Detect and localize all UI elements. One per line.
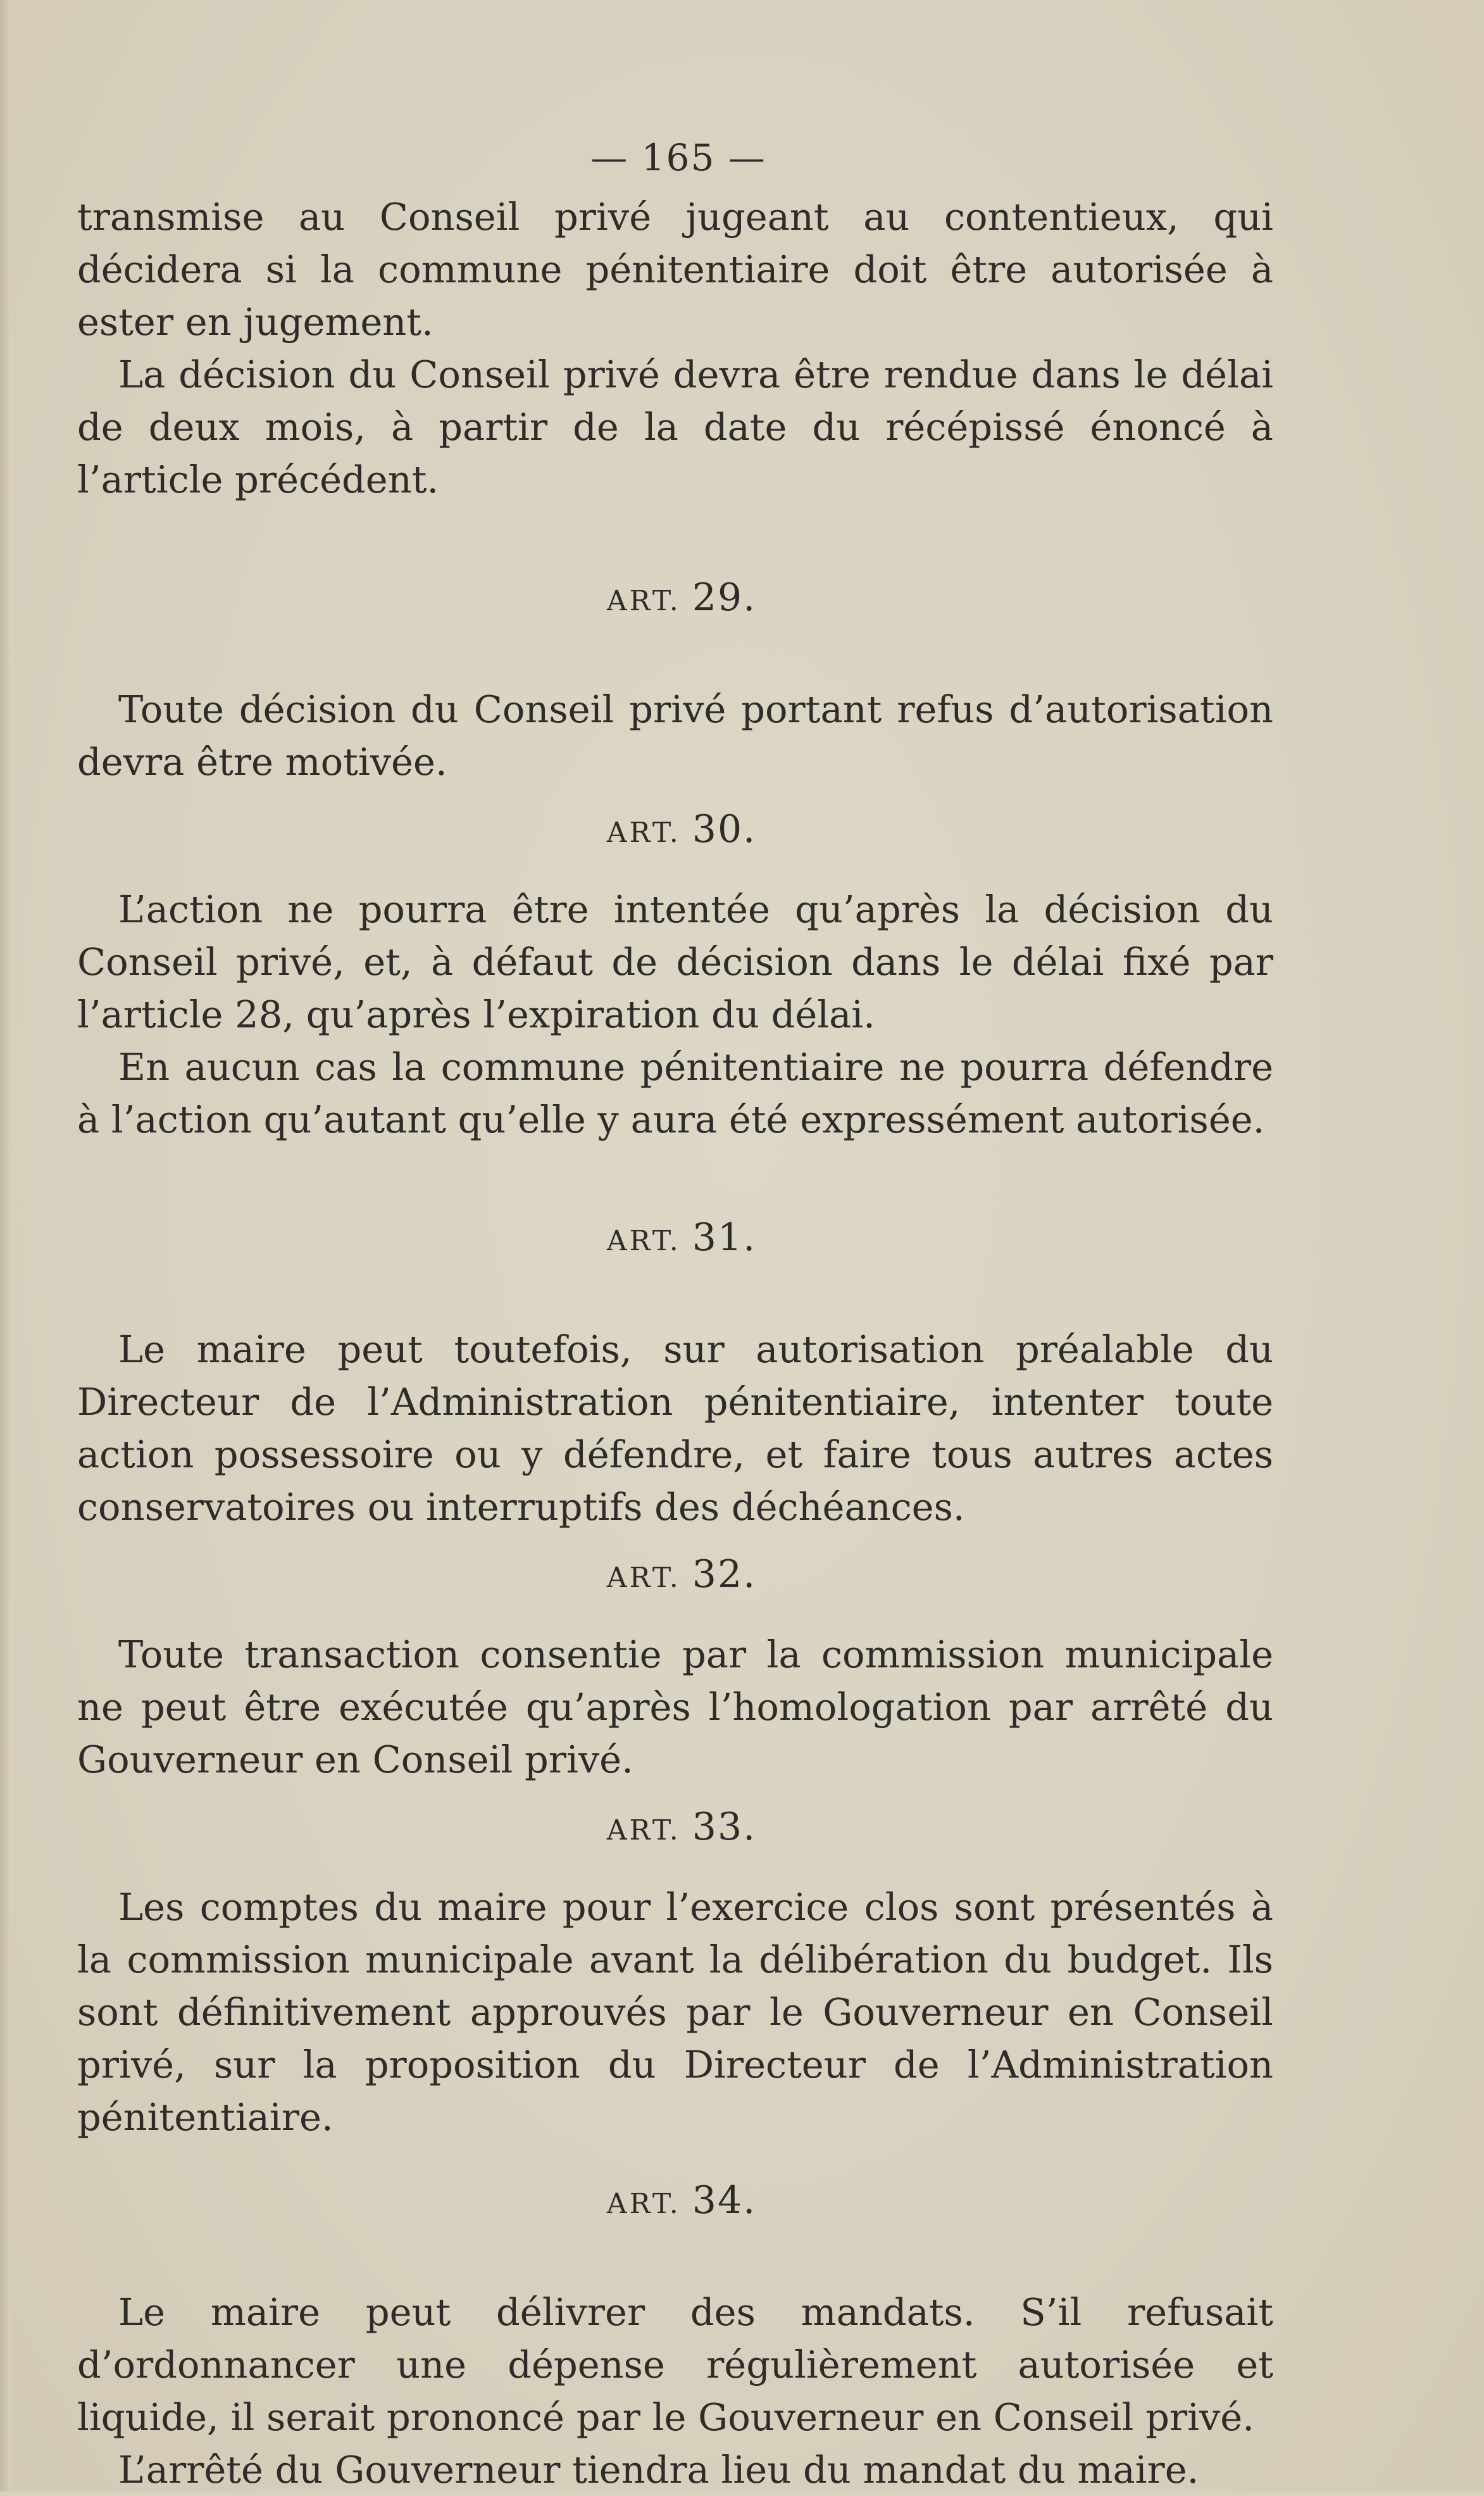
paragraph-continuation: transmise au Conseil privé jugeant au contentieux, qui décidera si la commune pénitentiaire doit être autorisée à ester en jugement. [77, 195, 1273, 344]
article-number: 34. [692, 2178, 757, 2223]
paragraph-article-30-a: L’action ne pourra être intentée qu’après la décision du Conseil privé, et, à défaut de décision dans le délai fixé par l’article 28, qu’après l’expiration du délai. [77, 887, 1273, 1036]
article-number: 32. [692, 1552, 757, 1596]
article-number: 30. [692, 807, 757, 851]
page-text-block [77, 136, 1273, 2496]
paragraph-article-32: Toute transaction consentie par la commission municipale ne peut être exécutée qu’après l’homologation par arrêté du Gouverneur en Conseil privé. [77, 1633, 1273, 1781]
article-heading-34 [77, 2178, 1273, 2223]
article-label: ART. [606, 817, 681, 849]
paragraph-delai-decision: La décision du Conseil privé devra être rendue dans le délai de deux mois, à partir de la date du récépissé énoncé à l’article précédent. [77, 353, 1273, 501]
paragraph-article-29: Toute décision du Conseil privé portant refus d’autorisation devra être motivée. [77, 687, 1273, 784]
article-heading-30 [77, 807, 1273, 851]
paragraph-article-33: Les comptes du maire pour l’exercice clos sont présentés à la commission municipale avant la délibération du budget. Ils sont définitivement approuvés par le Gouverneur en Conseil privé, sur la proposition du Directeur de l’Administration pénitentiaire. [77, 1885, 1273, 2139]
paragraph-article-34-a: Le maire peut délivrer des mandats. S’il refusait d’ordonnancer une dépense régulièrement autorisée et liquide, il serait prononcé par le Gouverneur en Conseil privé. [77, 2290, 1273, 2439]
article-number: 29. [692, 575, 757, 620]
article-label: ART. [606, 1225, 681, 1257]
article-label: ART. [606, 585, 681, 617]
article-number: 31. [692, 1215, 757, 1260]
article-heading-33 [77, 1805, 1273, 1849]
article-number: 33. [692, 1805, 757, 1849]
article-label: ART. [606, 2188, 681, 2220]
page-binding-edge [0, 0, 11, 2492]
paragraph-article-34-b: L’arrêté du Gouverneur tiendra lieu du mandat du maire. [118, 2448, 1199, 2492]
article-heading-31 [77, 1215, 1273, 1260]
article-heading-32 [77, 1552, 1273, 1596]
paragraph-article-31: Le maire peut toutefois, sur autorisation préalable du Directeur de l’Administration pénitentiaire, intenter toute action possessoire ou y défendre, et faire tous autres actes conservatoires ou interruptifs des déchéances. [77, 1327, 1273, 1529]
page-number: — 165 — [590, 136, 766, 179]
paragraph-article-30-b: En aucun cas la commune pénitentiaire ne pourra défendre à l’action qu’autant qu’elle y aura été expressément autorisée. [77, 1045, 1273, 1141]
article-heading-29 [77, 575, 1273, 620]
article-label: ART. [606, 1562, 681, 1594]
article-label: ART. [606, 1814, 681, 1847]
